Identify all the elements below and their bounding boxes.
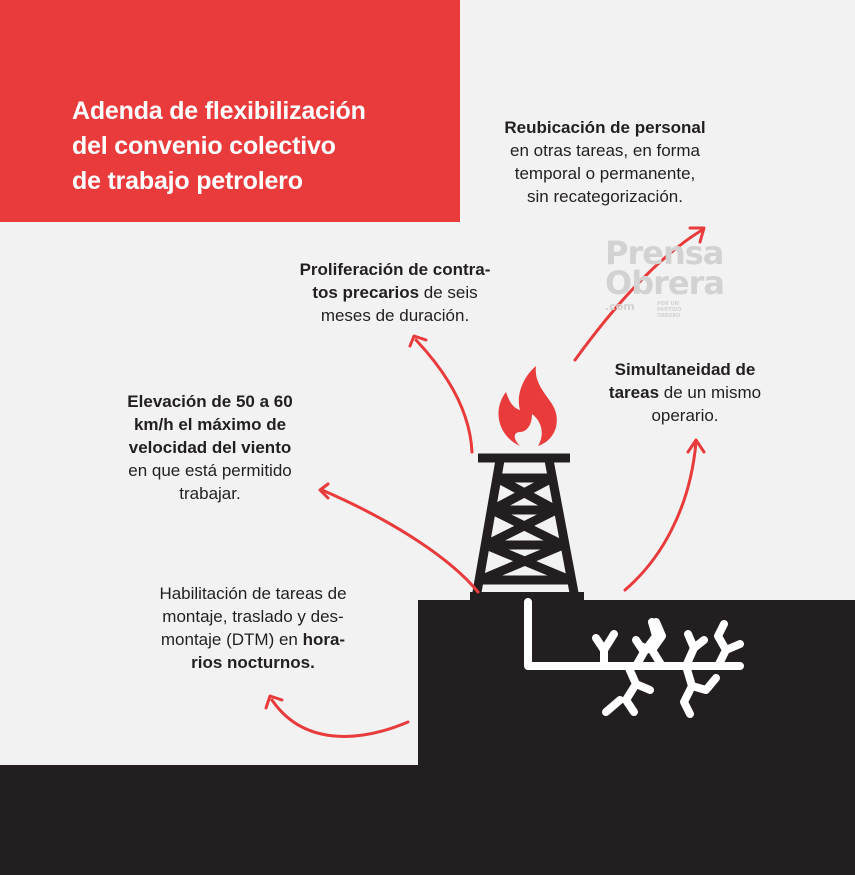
- note-bold: rios nocturnos.: [191, 653, 315, 672]
- note-bold: km/h el máximo de: [133, 415, 287, 434]
- note-simultaneidad: [580, 358, 790, 427]
- logo-line: Prensa: [605, 234, 724, 272]
- note-text: sin recategorización.: [527, 187, 683, 206]
- note-bold: velocidad del viento: [128, 438, 292, 457]
- note-bold: Elevación de 50 a 60: [127, 392, 293, 411]
- note-text: en que está permitido: [128, 461, 292, 480]
- title-line: del convenio colectivo: [72, 132, 336, 160]
- note-text: de seis: [419, 283, 478, 302]
- note-elevacion: [95, 390, 325, 505]
- prensa-obrera-logo: [605, 234, 755, 319]
- arrow-habilitacion: [272, 700, 408, 736]
- logo-tagline: POR UN PARTIDO OBRERO: [657, 301, 682, 319]
- note-bold: tareas: [608, 383, 660, 402]
- logo-domain: .com: [605, 300, 635, 313]
- note-text: temporal o permanente,: [514, 164, 696, 183]
- arrow-simultaneidad: [625, 442, 696, 590]
- title-line: Adenda de flexibilización: [72, 97, 366, 125]
- arrow-proliferacion: [416, 340, 472, 452]
- note-habilitacion: [128, 582, 378, 674]
- note-text: en otras tareas, en forma: [510, 141, 700, 160]
- note-bold: hora-: [302, 630, 346, 649]
- note-text: meses de duración.: [320, 306, 470, 325]
- note-text: montaje (DTM) en: [160, 630, 303, 649]
- note-text: de un mismo: [659, 383, 762, 402]
- derrick-icon: [476, 458, 575, 598]
- flame-icon: [498, 366, 556, 446]
- note-reubicacion: [470, 116, 740, 208]
- note-proliferacion: [270, 258, 520, 327]
- note-bold: Simultaneidad de: [614, 360, 756, 379]
- note-bold: Reubicación de personal: [504, 118, 706, 137]
- logo-line: Obrera: [605, 264, 724, 302]
- title-line: de trabajo petrolero: [72, 167, 303, 195]
- note-bold: tos precarios: [312, 283, 420, 302]
- arrow-elevacion: [322, 490, 478, 592]
- note-text: trabajar.: [179, 484, 241, 503]
- note-text: Habilitación de tareas de: [159, 584, 347, 603]
- note-bold: Proliferación de contra-: [299, 260, 491, 279]
- note-text: operario.: [651, 406, 719, 425]
- note-text: montaje, traslado y des-: [162, 607, 344, 626]
